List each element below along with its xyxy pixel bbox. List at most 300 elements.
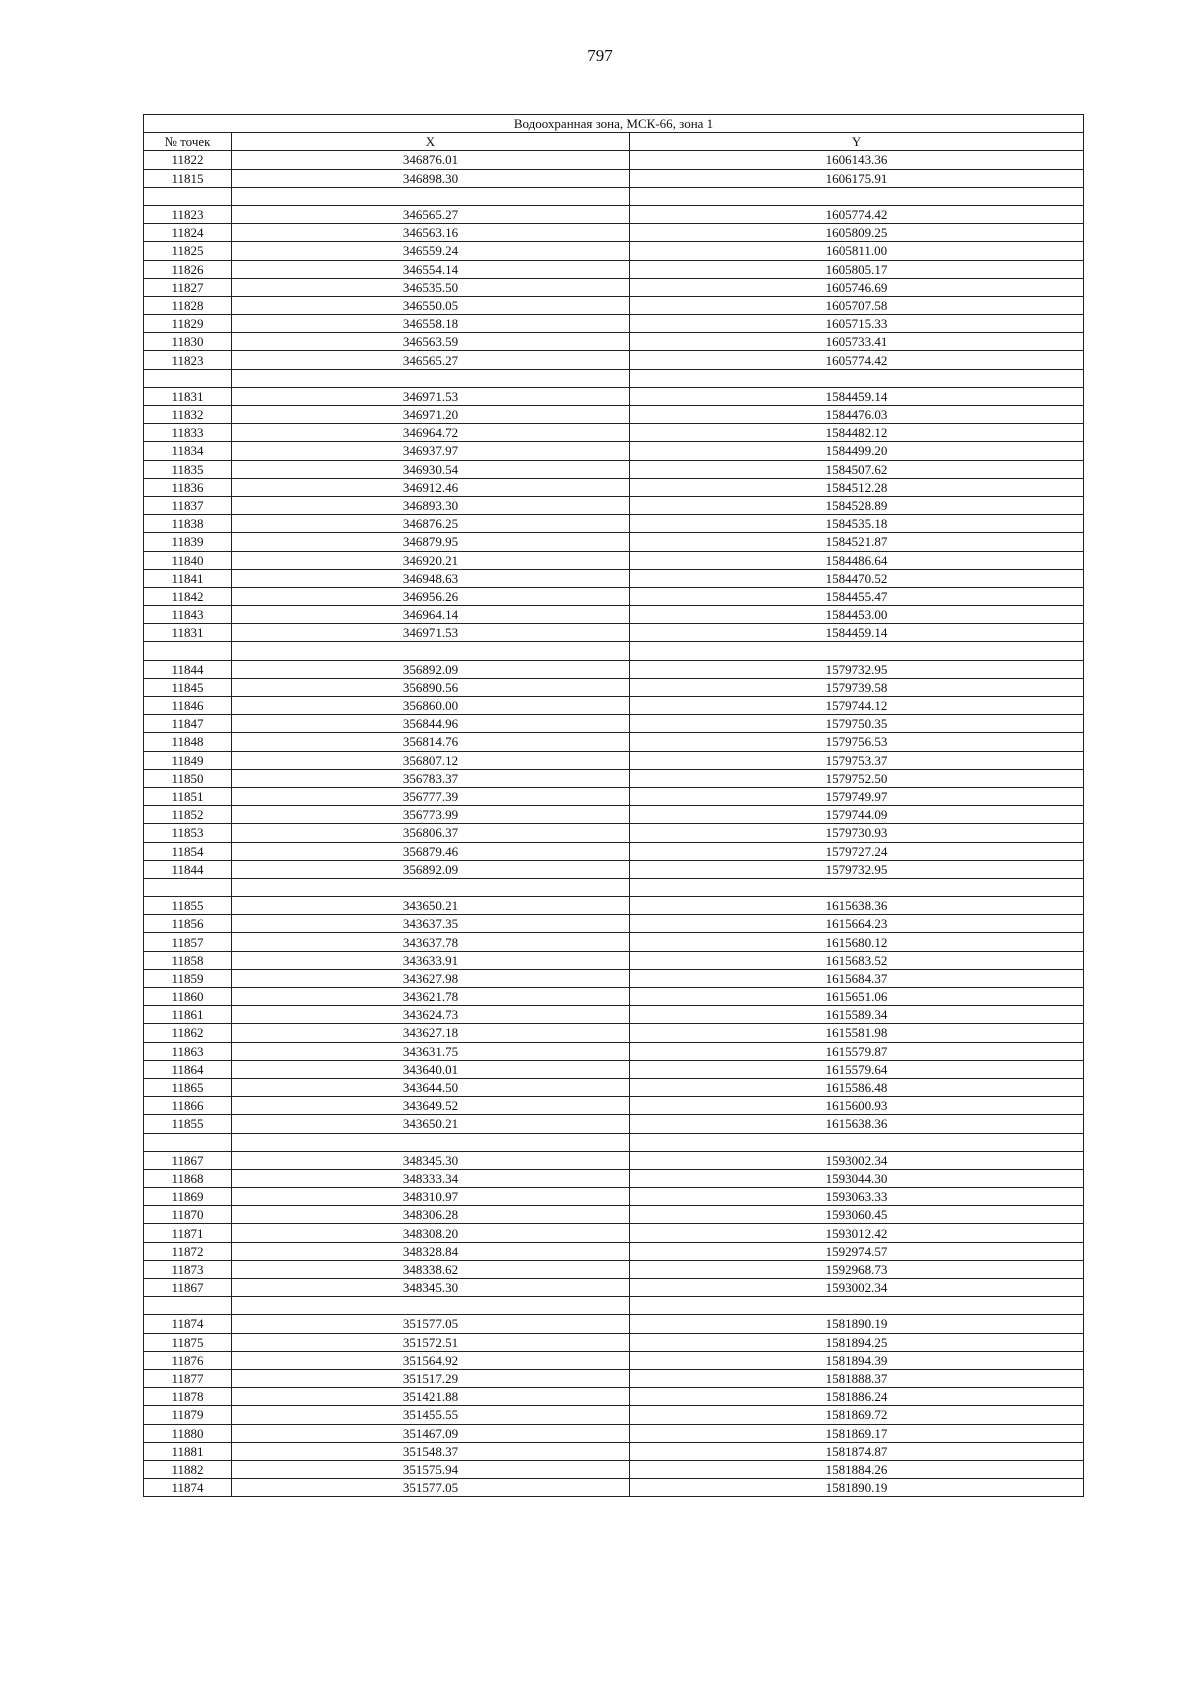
x-cell: 343644.50: [232, 1078, 630, 1096]
y-cell: 1605774.42: [630, 351, 1084, 369]
table-row: [144, 969, 1084, 987]
x-cell: 356890.56: [232, 678, 630, 696]
table-row: [144, 1479, 1084, 1497]
x-cell: 348333.34: [232, 1169, 630, 1187]
table-row: [144, 678, 1084, 696]
separator-row: [144, 187, 1084, 205]
x-cell: 346964.14: [232, 606, 630, 624]
table-row: [144, 224, 1084, 242]
table-row: [144, 1460, 1084, 1478]
y-cell: 1593002.34: [630, 1279, 1084, 1297]
x-cell: 356814.76: [232, 733, 630, 751]
y-cell: 1579739.58: [630, 678, 1084, 696]
x-cell: 356777.39: [232, 787, 630, 805]
y-cell: 1584535.18: [630, 515, 1084, 533]
x-cell: 346948.63: [232, 569, 630, 587]
point-number-cell: 11851: [144, 787, 232, 805]
separator-row: [144, 1297, 1084, 1315]
point-number-cell: 11871: [144, 1224, 232, 1242]
table-row: [144, 1151, 1084, 1169]
table-row: [144, 842, 1084, 860]
x-cell: 346879.95: [232, 533, 630, 551]
table-row: [144, 1006, 1084, 1024]
separator-row: [144, 642, 1084, 660]
x-cell: 356860.00: [232, 697, 630, 715]
table-row: [144, 787, 1084, 805]
table-row: [144, 769, 1084, 787]
point-number-cell: 11823: [144, 205, 232, 223]
y-cell: 1615586.48: [630, 1078, 1084, 1096]
point-number-cell: 11875: [144, 1333, 232, 1351]
table-row: [144, 1206, 1084, 1224]
point-number-cell: 11876: [144, 1351, 232, 1369]
table-row: [144, 1406, 1084, 1424]
x-cell: 346971.53: [232, 387, 630, 405]
point-number-cell: 11835: [144, 460, 232, 478]
x-cell: 346971.53: [232, 624, 630, 642]
y-cell: 1579732.95: [630, 660, 1084, 678]
y-cell: 1615579.64: [630, 1060, 1084, 1078]
table-row: [144, 824, 1084, 842]
x-cell: 348328.84: [232, 1242, 630, 1260]
point-number-cell: 11855: [144, 1115, 232, 1133]
point-number-cell: 11824: [144, 224, 232, 242]
table-header-row: [144, 133, 1084, 151]
table-row: [144, 1224, 1084, 1242]
y-cell: 1584499.20: [630, 442, 1084, 460]
point-number-cell: 11825: [144, 242, 232, 260]
y-cell: 1579730.93: [630, 824, 1084, 842]
x-cell: 356773.99: [232, 806, 630, 824]
table-row: [144, 897, 1084, 915]
y-cell: 1615638.36: [630, 897, 1084, 915]
y-cell: 1584512.28: [630, 478, 1084, 496]
point-number-cell: 11874: [144, 1479, 232, 1497]
y-cell: 1581886.24: [630, 1388, 1084, 1406]
y-cell: 1581894.39: [630, 1351, 1084, 1369]
point-number-cell: 11865: [144, 1078, 232, 1096]
x-cell: 346876.01: [232, 151, 630, 169]
y-cell: 1605733.41: [630, 333, 1084, 351]
coordinates-table: [143, 114, 1084, 1497]
table-row: [144, 1351, 1084, 1369]
empty-cell: [630, 1133, 1084, 1151]
table-row: [144, 915, 1084, 933]
empty-cell: [630, 878, 1084, 896]
x-cell: 343650.21: [232, 1115, 630, 1133]
point-number-cell: 11831: [144, 624, 232, 642]
empty-cell: [232, 1297, 630, 1315]
table-row: [144, 697, 1084, 715]
point-number-cell: 11849: [144, 751, 232, 769]
y-cell: 1579753.37: [630, 751, 1084, 769]
y-cell: 1584507.62: [630, 460, 1084, 478]
x-cell: 346964.72: [232, 424, 630, 442]
point-number-cell: 11844: [144, 860, 232, 878]
table-row: [144, 1169, 1084, 1187]
x-cell: 346559.24: [232, 242, 630, 260]
x-cell: 346565.27: [232, 351, 630, 369]
empty-cell: [144, 1297, 232, 1315]
point-number-cell: 11848: [144, 733, 232, 751]
point-number-cell: 11864: [144, 1060, 232, 1078]
column-header-y: Y: [630, 133, 1084, 151]
table-row: [144, 606, 1084, 624]
x-cell: 351575.94: [232, 1460, 630, 1478]
x-cell: 348310.97: [232, 1188, 630, 1206]
x-cell: 348345.30: [232, 1279, 630, 1297]
y-cell: 1584453.00: [630, 606, 1084, 624]
point-number-cell: 11879: [144, 1406, 232, 1424]
point-number-cell: 11872: [144, 1242, 232, 1260]
point-number-cell: 11828: [144, 296, 232, 314]
point-number-cell: 11853: [144, 824, 232, 842]
point-number-cell: 11836: [144, 478, 232, 496]
empty-cell: [232, 1133, 630, 1151]
point-number-cell: 11855: [144, 897, 232, 915]
y-cell: 1592968.73: [630, 1260, 1084, 1278]
y-cell: 1593063.33: [630, 1188, 1084, 1206]
y-cell: 1581890.19: [630, 1315, 1084, 1333]
y-cell: 1615589.34: [630, 1006, 1084, 1024]
x-cell: 356879.46: [232, 842, 630, 860]
table-row: [144, 333, 1084, 351]
table-title-row: [144, 115, 1084, 133]
point-number-cell: 11852: [144, 806, 232, 824]
point-number-cell: 11856: [144, 915, 232, 933]
x-cell: 343627.18: [232, 1024, 630, 1042]
point-number-cell: 11861: [144, 1006, 232, 1024]
point-number-cell: 11837: [144, 496, 232, 514]
point-number-cell: 11859: [144, 969, 232, 987]
table-row: [144, 933, 1084, 951]
empty-cell: [144, 878, 232, 896]
y-cell: 1584482.12: [630, 424, 1084, 442]
point-number-cell: 11833: [144, 424, 232, 442]
table-row: [144, 478, 1084, 496]
y-cell: 1606175.91: [630, 169, 1084, 187]
table-row: [144, 733, 1084, 751]
x-cell: 351572.51: [232, 1333, 630, 1351]
x-cell: 356844.96: [232, 715, 630, 733]
y-cell: 1605746.69: [630, 278, 1084, 296]
separator-row: [144, 369, 1084, 387]
point-number-cell: 11840: [144, 551, 232, 569]
table-row: [144, 1078, 1084, 1096]
y-cell: 1579744.09: [630, 806, 1084, 824]
y-cell: 1581874.87: [630, 1442, 1084, 1460]
y-cell: 1615579.87: [630, 1042, 1084, 1060]
x-cell: 351517.29: [232, 1369, 630, 1387]
y-cell: 1581869.17: [630, 1424, 1084, 1442]
y-cell: 1605774.42: [630, 205, 1084, 223]
y-cell: 1593060.45: [630, 1206, 1084, 1224]
empty-cell: [144, 1133, 232, 1151]
x-cell: 356806.37: [232, 824, 630, 842]
y-cell: 1615664.23: [630, 915, 1084, 933]
table-row: [144, 1260, 1084, 1278]
x-cell: 346535.50: [232, 278, 630, 296]
point-number-cell: 11843: [144, 606, 232, 624]
point-number-cell: 11881: [144, 1442, 232, 1460]
y-cell: 1579727.24: [630, 842, 1084, 860]
table-row: [144, 406, 1084, 424]
separator-row: [144, 1133, 1084, 1151]
y-cell: 1615683.52: [630, 951, 1084, 969]
x-cell: 346558.18: [232, 315, 630, 333]
y-cell: 1605811.00: [630, 242, 1084, 260]
x-cell: 346937.97: [232, 442, 630, 460]
table-row: [144, 387, 1084, 405]
x-cell: 348338.62: [232, 1260, 630, 1278]
table-row: [144, 1442, 1084, 1460]
column-header-point-number: № точек: [144, 133, 232, 151]
x-cell: 356807.12: [232, 751, 630, 769]
y-cell: 1605715.33: [630, 315, 1084, 333]
point-number-cell: 11868: [144, 1169, 232, 1187]
point-number-cell: 11830: [144, 333, 232, 351]
x-cell: 343621.78: [232, 988, 630, 1006]
x-cell: 348345.30: [232, 1151, 630, 1169]
table-row: [144, 424, 1084, 442]
x-cell: 346920.21: [232, 551, 630, 569]
x-cell: 351548.37: [232, 1442, 630, 1460]
point-number-cell: 11866: [144, 1097, 232, 1115]
x-cell: 343637.78: [232, 933, 630, 951]
y-cell: 1584521.87: [630, 533, 1084, 551]
empty-cell: [630, 642, 1084, 660]
point-number-cell: 11822: [144, 151, 232, 169]
point-number-cell: 11847: [144, 715, 232, 733]
point-number-cell: 11842: [144, 587, 232, 605]
x-cell: 343640.01: [232, 1060, 630, 1078]
point-number-cell: 11867: [144, 1279, 232, 1297]
separator-row: [144, 878, 1084, 896]
y-cell: 1615581.98: [630, 1024, 1084, 1042]
y-cell: 1584476.03: [630, 406, 1084, 424]
x-cell: 351577.05: [232, 1315, 630, 1333]
empty-cell: [144, 187, 232, 205]
x-cell: 351455.55: [232, 1406, 630, 1424]
point-number-cell: 11832: [144, 406, 232, 424]
page-number: 797: [587, 46, 613, 65]
x-cell: 343649.52: [232, 1097, 630, 1115]
point-number-cell: 11815: [144, 169, 232, 187]
point-number-cell: 11870: [144, 1206, 232, 1224]
y-cell: 1579750.35: [630, 715, 1084, 733]
y-cell: 1615680.12: [630, 933, 1084, 951]
y-cell: 1579749.97: [630, 787, 1084, 805]
y-cell: 1584455.47: [630, 587, 1084, 605]
x-cell: 346930.54: [232, 460, 630, 478]
y-cell: 1593044.30: [630, 1169, 1084, 1187]
point-number-cell: 11823: [144, 351, 232, 369]
x-cell: 343637.35: [232, 915, 630, 933]
y-cell: 1581884.26: [630, 1460, 1084, 1478]
table-row: [144, 624, 1084, 642]
point-number-cell: 11863: [144, 1042, 232, 1060]
point-number-cell: 11834: [144, 442, 232, 460]
x-cell: 351564.92: [232, 1351, 630, 1369]
x-cell: 346893.30: [232, 496, 630, 514]
point-number-cell: 11873: [144, 1260, 232, 1278]
table-row: [144, 496, 1084, 514]
x-cell: 351577.05: [232, 1479, 630, 1497]
y-cell: 1615684.37: [630, 969, 1084, 987]
y-cell: 1581894.25: [630, 1333, 1084, 1351]
y-cell: 1579752.50: [630, 769, 1084, 787]
point-number-cell: 11862: [144, 1024, 232, 1042]
table-row: [144, 951, 1084, 969]
table-body: [144, 151, 1084, 1497]
x-cell: 351467.09: [232, 1424, 630, 1442]
point-number-cell: 11858: [144, 951, 232, 969]
table-row: [144, 1097, 1084, 1115]
table-row: [144, 1188, 1084, 1206]
table-row: [144, 169, 1084, 187]
point-number-cell: 11827: [144, 278, 232, 296]
x-cell: 343633.91: [232, 951, 630, 969]
x-cell: 343631.75: [232, 1042, 630, 1060]
table-row: [144, 569, 1084, 587]
table-row: [144, 860, 1084, 878]
empty-cell: [630, 369, 1084, 387]
point-number-cell: 11846: [144, 697, 232, 715]
point-number-cell: 11878: [144, 1388, 232, 1406]
y-cell: 1584459.14: [630, 624, 1084, 642]
table-row: [144, 751, 1084, 769]
table-row: [144, 296, 1084, 314]
point-number-cell: 11882: [144, 1460, 232, 1478]
point-number-cell: 11867: [144, 1151, 232, 1169]
x-cell: 351421.88: [232, 1388, 630, 1406]
y-cell: 1615638.36: [630, 1115, 1084, 1133]
point-number-cell: 11826: [144, 260, 232, 278]
table-row: [144, 715, 1084, 733]
point-number-cell: 11831: [144, 387, 232, 405]
x-cell: 348306.28: [232, 1206, 630, 1224]
point-number-cell: 11860: [144, 988, 232, 1006]
empty-cell: [144, 369, 232, 387]
table-row: [144, 1424, 1084, 1442]
table-row: [144, 988, 1084, 1006]
table-row: [144, 1242, 1084, 1260]
table-row: [144, 660, 1084, 678]
table-row: [144, 1279, 1084, 1297]
y-cell: 1615600.93: [630, 1097, 1084, 1115]
table-row: [144, 806, 1084, 824]
point-number-cell: 11880: [144, 1424, 232, 1442]
y-cell: 1584459.14: [630, 387, 1084, 405]
table-row: [144, 515, 1084, 533]
y-cell: 1581869.72: [630, 1406, 1084, 1424]
y-cell: 1581888.37: [630, 1369, 1084, 1387]
point-number-cell: 11839: [144, 533, 232, 551]
point-number-cell: 11838: [144, 515, 232, 533]
table-row: [144, 242, 1084, 260]
y-cell: 1579732.95: [630, 860, 1084, 878]
point-number-cell: 11844: [144, 660, 232, 678]
table-row: [144, 151, 1084, 169]
y-cell: 1615651.06: [630, 988, 1084, 1006]
table-row: [144, 1024, 1084, 1042]
x-cell: 356892.09: [232, 860, 630, 878]
empty-cell: [232, 187, 630, 205]
table-row: [144, 260, 1084, 278]
x-cell: 346563.16: [232, 224, 630, 242]
table-row: [144, 551, 1084, 569]
y-cell: 1581890.19: [630, 1479, 1084, 1497]
y-cell: 1605805.17: [630, 260, 1084, 278]
table-row: [144, 1060, 1084, 1078]
x-cell: 346550.05: [232, 296, 630, 314]
y-cell: 1579744.12: [630, 697, 1084, 715]
empty-cell: [630, 1297, 1084, 1315]
point-number-cell: 11857: [144, 933, 232, 951]
x-cell: 356783.37: [232, 769, 630, 787]
table-row: [144, 587, 1084, 605]
empty-cell: [144, 642, 232, 660]
y-cell: 1584486.64: [630, 551, 1084, 569]
table-title: Водоохранная зона, МСК-66, зона 1: [144, 115, 1084, 133]
y-cell: 1584528.89: [630, 496, 1084, 514]
x-cell: 356892.09: [232, 660, 630, 678]
x-cell: 343627.98: [232, 969, 630, 987]
y-cell: 1579756.53: [630, 733, 1084, 751]
table-row: [144, 1315, 1084, 1333]
y-cell: 1605707.58: [630, 296, 1084, 314]
x-cell: 348308.20: [232, 1224, 630, 1242]
table-row: [144, 1369, 1084, 1387]
table-row: [144, 1042, 1084, 1060]
table-row: [144, 205, 1084, 223]
point-number-cell: 11829: [144, 315, 232, 333]
y-cell: 1593002.34: [630, 1151, 1084, 1169]
x-cell: 346971.20: [232, 406, 630, 424]
point-number-cell: 11845: [144, 678, 232, 696]
point-number-cell: 11874: [144, 1315, 232, 1333]
x-cell: 346956.26: [232, 587, 630, 605]
table-row: [144, 351, 1084, 369]
x-cell: 346876.25: [232, 515, 630, 533]
x-cell: 346898.30: [232, 169, 630, 187]
table-row: [144, 315, 1084, 333]
x-cell: 346554.14: [232, 260, 630, 278]
y-cell: 1606143.36: [630, 151, 1084, 169]
x-cell: 346563.59: [232, 333, 630, 351]
point-number-cell: 11854: [144, 842, 232, 860]
x-cell: 346912.46: [232, 478, 630, 496]
y-cell: 1584470.52: [630, 569, 1084, 587]
table-row: [144, 460, 1084, 478]
table-row: [144, 1388, 1084, 1406]
x-cell: 343650.21: [232, 897, 630, 915]
empty-cell: [232, 642, 630, 660]
table-row: [144, 533, 1084, 551]
point-number-cell: 11877: [144, 1369, 232, 1387]
point-number-cell: 11869: [144, 1188, 232, 1206]
empty-cell: [232, 369, 630, 387]
y-cell: 1605809.25: [630, 224, 1084, 242]
empty-cell: [232, 878, 630, 896]
x-cell: 343624.73: [232, 1006, 630, 1024]
table-row: [144, 442, 1084, 460]
table-row: [144, 278, 1084, 296]
point-number-cell: 11841: [144, 569, 232, 587]
table-row: [144, 1115, 1084, 1133]
x-cell: 346565.27: [232, 205, 630, 223]
empty-cell: [630, 187, 1084, 205]
